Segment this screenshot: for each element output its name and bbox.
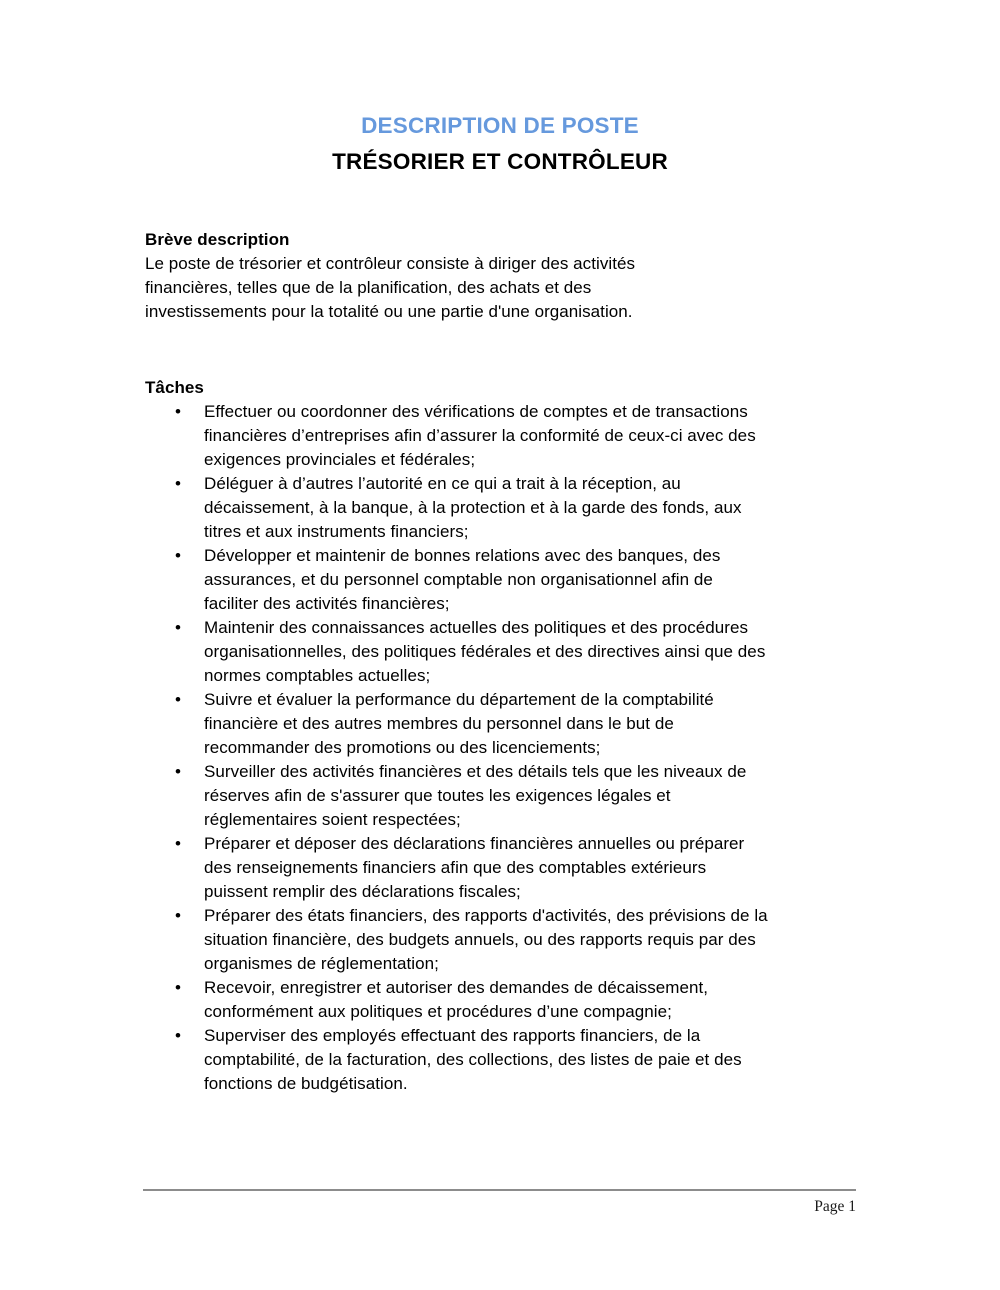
list-item-text: Suivre et évaluer la performance du département de la comptabilité financière et des autres membres du personnel dans le but de recommander des promotions ou des licenciements; [204,690,714,757]
brief-description-paragraph: Le poste de trésorier et contrôleur consiste à diriger des activités financières, telles que de la planification, des achats et des investissements pour la totalité ou une partie d'une organisation. [145,254,636,321]
bullet-icon: • [175,690,182,709]
section-brief-description [145,228,857,324]
page-title: TRÉSORIER ET CONTRÔLEUR [332,149,668,174]
bullet-icon: • [175,618,182,637]
bullet-icon: • [175,978,182,997]
list-item [145,472,770,544]
brief-description-heading: Brève description [145,230,290,249]
list-item-text: Développer et maintenir de bonnes relations avec des banques, des assurances, et du personnel comptable non organisationnel afin de faciliter des activités financières; [204,546,721,613]
list-item-text: Surveiller des activités financières et des détails tels que les niveaux de réserves afin de s'assurer que toutes les exigences légales et réglementaires soient respectées; [204,762,747,829]
bullet-icon: • [175,906,182,925]
bullet-icon: • [175,762,182,781]
bullet-icon: • [175,1026,182,1045]
section-tasks [145,376,857,1096]
document-kicker: DESCRIPTION DE POSTE [361,113,639,138]
bullet-icon: • [175,834,182,853]
list-item-text: Superviser des employés effectuant des rapports financiers, de la comptabilité, de la facturation, des collections, des listes de paie et des fonctions de budgétisation. [204,1026,742,1093]
footer-divider [143,1189,856,1191]
list-item [145,976,770,1024]
list-item [145,616,770,688]
document-title-block [145,112,855,176]
tasks-heading: Tâches [145,378,204,397]
bullet-icon: • [175,546,182,565]
list-item-text: Maintenir des connaissances actuelles des politiques et des procédures organisationnelles, des politiques fédérales et des directives ainsi que des normes comptables actuelles; [204,618,766,685]
list-item [145,904,770,976]
list-item-text: Déléguer à d’autres l’autorité en ce qui a trait à la réception, au décaissement, à la banque, à la protection et à la garde des fonds, aux titres et aux instruments financiers; [204,474,742,541]
bullet-icon: • [175,474,182,493]
document-body [145,228,857,1096]
list-item-text: Préparer et déposer des déclarations financières annuelles ou préparer des renseignements financiers afin que des comptables extérieurs puissent remplir des déclarations fiscales; [204,834,745,901]
list-item [145,544,770,616]
list-item [145,400,770,472]
list-item [145,688,770,760]
list-item-text: Recevoir, enregistrer et autoriser des demandes de décaissement, conformément aux politiques et procédures d’une compagnie; [204,978,709,1021]
bullet-icon: • [175,402,182,421]
list-item-text: Effectuer ou coordonner des vérifications de comptes et de transactions financières d’entreprises afin d’assurer la conformité de ceux-ci avec des exigences provinciales et fédérales; [204,402,756,469]
list-item-text: Préparer des états financiers, des rapports d'activités, des prévisions de la situation financière, des budgets annuels, ou des rapports requis par des organismes de réglementation; [204,906,768,973]
list-item [145,832,770,904]
page-footer [143,1189,856,1217]
list-item [145,760,770,832]
page-number-label: Page 1 [814,1198,856,1215]
tasks-list [145,400,857,1096]
list-item [145,1024,770,1096]
section-spacer [145,324,857,376]
